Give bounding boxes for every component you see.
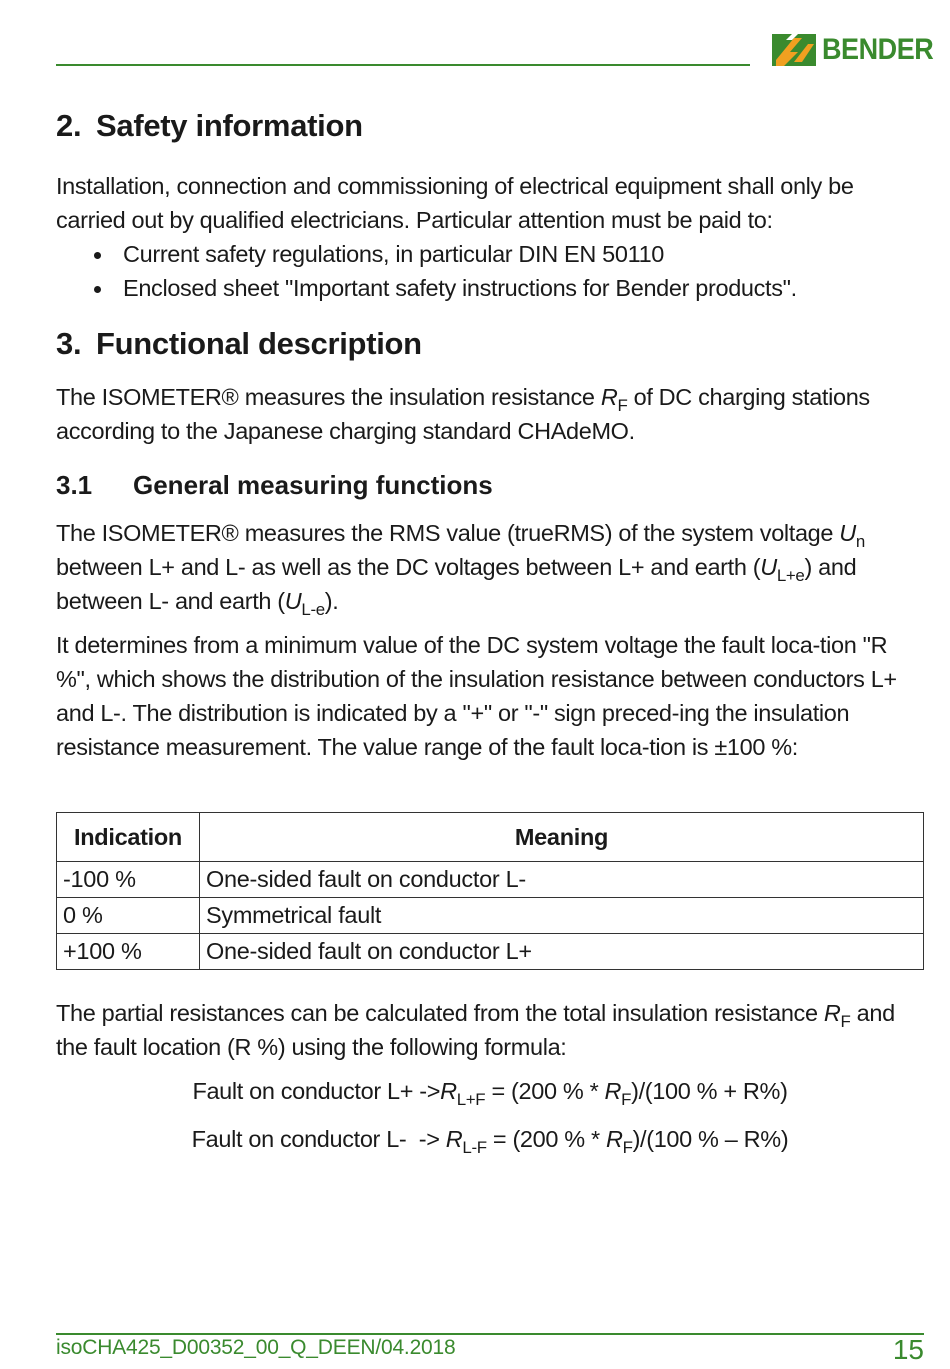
- text-run: )/(100 % + R%): [631, 1078, 788, 1104]
- text-run: between L+ and L- as well as the DC voltages between L+ and earth (: [56, 554, 761, 580]
- table-row: [57, 898, 924, 934]
- text-run: The partial resistances can be calculated from the total insulation resistance: [56, 1000, 824, 1026]
- table-cell: One-sided fault on conductor L-: [200, 862, 924, 898]
- section-number: 3.: [56, 326, 82, 361]
- text-run: ).: [324, 588, 339, 614]
- symbol: R: [600, 384, 618, 410]
- section-number: 3.1: [56, 470, 93, 500]
- partial-resistance-paragraph: [56, 996, 922, 1064]
- functional-description-paragraph: [56, 380, 922, 448]
- section-3-1-heading: [56, 470, 493, 501]
- symbol: U: [839, 520, 856, 546]
- safety-intro-paragraph: Installation, connection and commissioning of electrical equipment shall only be carried out by qualified electricians. Particular attention must be paid to:: [56, 173, 854, 233]
- list-item: Enclosed sheet "Important safety instructions for Bender products".: [56, 271, 797, 305]
- logo-text: BENDER: [822, 33, 934, 66]
- subscript: L+e: [776, 565, 805, 585]
- subscript: F: [840, 1011, 851, 1031]
- text-run: and the fault location (R %) using the following formula:: [56, 1000, 895, 1060]
- text-run: = (200 % *: [486, 1126, 606, 1152]
- text-run: The ISOMETER® measures the RMS value (trueRMS) of the system voltage: [56, 520, 840, 546]
- safety-bullet-list: [56, 237, 797, 305]
- subscript: L-e: [301, 599, 325, 619]
- page-number: 15: [892, 1334, 924, 1365]
- column-header-meaning: Meaning: [200, 813, 924, 862]
- text-run: ) and between L- and earth (: [56, 554, 857, 614]
- section-title: Safety information: [96, 108, 363, 143]
- section-3-heading: [56, 326, 422, 362]
- measuring-functions-paragraph: [56, 516, 922, 618]
- subscript: F: [617, 395, 628, 415]
- footer-rule: [56, 1333, 924, 1335]
- text-run: Fault on conductor L+ ->: [192, 1078, 441, 1104]
- symbol: U: [760, 554, 777, 580]
- formula-l-minus: [56, 1126, 924, 1157]
- table-cell: +100 %: [57, 934, 200, 970]
- bender-logo: [772, 32, 946, 68]
- subscript: F: [622, 1137, 633, 1157]
- bender-logo-icon: [772, 32, 816, 68]
- list-item: Current safety regulations, in particular DIN EN 50110: [56, 237, 797, 271]
- fault-location-table: [56, 812, 924, 970]
- table-row: [57, 862, 924, 898]
- text-run: The ISOMETER® measures the insulation resistance: [56, 384, 601, 410]
- formula-l-plus: [56, 1078, 924, 1109]
- subscript: n: [855, 531, 865, 551]
- header-rule: [56, 64, 750, 66]
- symbol: R: [823, 1000, 841, 1026]
- section-title: Functional description: [96, 326, 422, 361]
- text-run: Fault on conductor L- ->: [191, 1126, 446, 1152]
- table-cell: 0 %: [57, 898, 200, 934]
- symbol: R: [440, 1078, 457, 1104]
- symbol: R: [604, 1078, 622, 1104]
- text-run: of DC charging stations according to the Japanese charging standard CHAdeMO.: [56, 384, 870, 444]
- table-row: [57, 934, 924, 970]
- symbol: R: [605, 1126, 623, 1152]
- document-id: isoCHA425_D00352_00_Q_DEEN/04.2018: [56, 1336, 456, 1359]
- text-run: = (200 % *: [485, 1078, 605, 1104]
- table-cell: One-sided fault on conductor L+: [200, 934, 924, 970]
- column-header-indication: Indication: [57, 813, 200, 862]
- subscript: L+F: [456, 1089, 486, 1109]
- section-number: 2.: [56, 108, 82, 143]
- table-cell: Symmetrical fault: [200, 898, 924, 934]
- subscript: L-F: [462, 1137, 487, 1157]
- section-2-heading: [56, 108, 363, 144]
- symbol: U: [284, 588, 302, 614]
- text-run: )/(100 % – R%): [632, 1126, 789, 1152]
- subscript: F: [621, 1089, 632, 1109]
- table-cell: -100 %: [57, 862, 200, 898]
- symbol: R: [445, 1126, 463, 1152]
- fault-location-paragraph: It determines from a minimum value of the DC system voltage the fault loca-tion "R %", which shows the distribution of the insulation resistance between conductors L+ and L-. The distribution is indicated by a "+" or "-" sign preced-ing the insulation resistance measurement. The value range of the fault loca-tion is ±100 %:: [56, 632, 897, 760]
- table-header-row: [57, 813, 924, 862]
- section-title: General measuring functions: [133, 470, 493, 500]
